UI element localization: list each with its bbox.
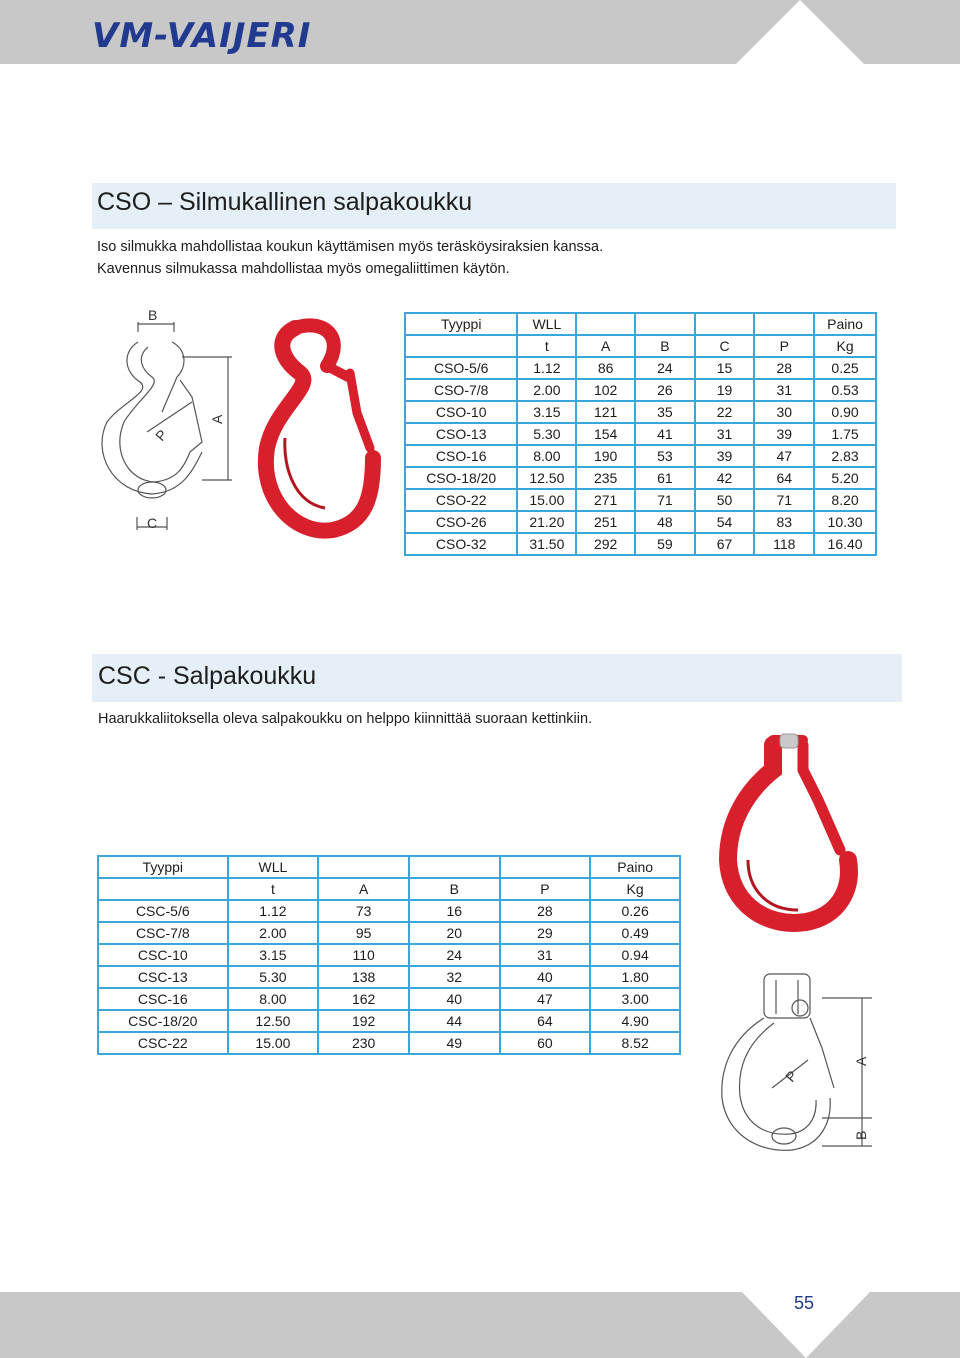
cso-hook-photo [255,318,390,548]
table-cell: 41 [635,423,695,445]
table-cell: CSC-16 [98,988,228,1010]
page-number: 55 [794,1293,815,1313]
cso-header-row-2 [405,335,876,357]
cso-label-b: B [148,307,158,323]
table-cell: 1.12 [228,900,319,922]
table-cell: 8.00 [517,445,576,467]
table-cell: 12.50 [228,1010,319,1032]
table-cell: 15 [695,357,755,379]
table-cell: 8.20 [814,489,876,511]
table-cell: CSC-7/8 [98,922,228,944]
table-row [98,988,680,1010]
table-row [405,445,876,467]
table-row [405,489,876,511]
table-cell: 47 [500,988,591,1010]
cso-table [404,312,877,556]
table-cell: CSC-5/6 [98,900,228,922]
table-cell: 16.40 [814,533,876,555]
table-cell: 31 [695,423,755,445]
table-row [98,944,680,966]
table-cell: 0.49 [590,922,680,944]
table-row [405,467,876,489]
table-cell: 2.83 [814,445,876,467]
table-cell: CSO-7/8 [405,379,517,401]
cso-label-p: P [152,426,171,444]
table-cell: Paino [590,856,680,878]
table-cell: 110 [318,944,409,966]
csc-label-b: B [853,1130,869,1140]
table-cell: 121 [576,401,635,423]
cso-header-row-1 [405,313,876,335]
table-row [98,1032,680,1054]
table-cell: CSO-5/6 [405,357,517,379]
table-cell: 16 [409,900,500,922]
csc-header-row-2 [98,878,680,900]
table-cell: 3.15 [228,944,319,966]
table-cell: A [318,878,409,900]
table-cell: CSC-13 [98,966,228,988]
table-cell: 24 [409,944,500,966]
table-cell: 39 [695,445,755,467]
table-cell [405,335,517,357]
table-cell: 42 [695,467,755,489]
table-cell: B [409,878,500,900]
table-cell: 19 [695,379,755,401]
table-cell: 15.00 [517,489,576,511]
table-cell: 1.75 [814,423,876,445]
csc-hook-drawing [712,968,882,1158]
table-cell: 35 [635,401,695,423]
table-cell: 53 [635,445,695,467]
table-cell: 22 [695,401,755,423]
table-cell: 154 [576,423,635,445]
csc-hook-photo [718,730,868,935]
table-cell [576,313,635,335]
table-cell: 5.30 [517,423,576,445]
table-cell: CSO-13 [405,423,517,445]
table-cell: P [754,335,814,357]
header-notch [736,0,864,64]
table-cell: 49 [409,1032,500,1054]
table-cell: CSO-10 [405,401,517,423]
table-cell: 31.50 [517,533,576,555]
table-cell: 0.25 [814,357,876,379]
table-cell: CSO-26 [405,511,517,533]
table-cell: CSO-32 [405,533,517,555]
table-cell: P [500,878,591,900]
table-cell: 0.90 [814,401,876,423]
table-cell: Kg [814,335,876,357]
table-cell: 2.00 [517,379,576,401]
table-cell: 230 [318,1032,409,1054]
table-cell [318,856,409,878]
table-cell: CSC-18/20 [98,1010,228,1032]
table-cell: 0.53 [814,379,876,401]
table-cell: 2.00 [228,922,319,944]
company-logo: VM-VAIJERI [92,16,312,56]
table-cell: 162 [318,988,409,1010]
table-cell: CSC-22 [98,1032,228,1054]
table-cell: 1.80 [590,966,680,988]
table-cell: 271 [576,489,635,511]
cso-title: CSO – Silmukallinen salpakoukku [97,188,473,216]
table-row [98,966,680,988]
table-cell: 1.12 [517,357,576,379]
table-cell: 102 [576,379,635,401]
table-cell: 138 [318,966,409,988]
table-cell: 59 [635,533,695,555]
table-cell: 5.20 [814,467,876,489]
table-cell: Tyyppi [405,313,517,335]
table-cell: Paino [814,313,876,335]
table-cell: 40 [500,966,591,988]
table-cell: 39 [754,423,814,445]
table-cell: Kg [590,878,680,900]
table-cell: 47 [754,445,814,467]
table-cell: t [517,335,576,357]
table-cell: 95 [318,922,409,944]
table-cell: 5.30 [228,966,319,988]
table-cell: 48 [635,511,695,533]
table-row [98,922,680,944]
table-cell: CSO-22 [405,489,517,511]
table-cell: 30 [754,401,814,423]
table-cell: 118 [754,533,814,555]
cso-label-c: C [147,515,158,531]
table-cell: 190 [576,445,635,467]
table-cell: 192 [318,1010,409,1032]
table-cell: 40 [409,988,500,1010]
table-cell: 3.15 [517,401,576,423]
table-cell: C [695,335,755,357]
table-cell: 29 [500,922,591,944]
table-cell [98,878,228,900]
table-cell: 15.00 [228,1032,319,1054]
table-cell: 24 [635,357,695,379]
table-cell: 28 [500,900,591,922]
table-row [405,379,876,401]
csc-description: Haarukkaliitoksella oleva salpakoukku on helppo kiinnittää suoraan kettinkiin. [98,711,593,727]
cso-section-header [92,183,896,229]
table-cell: 54 [695,511,755,533]
table-cell: B [635,335,695,357]
table-cell: 32 [409,966,500,988]
table-row [405,423,876,445]
table-row [98,1010,680,1032]
table-cell: 251 [576,511,635,533]
table-cell: WLL [228,856,319,878]
csc-label-p: P [782,1067,801,1085]
table-cell: 71 [754,489,814,511]
table-cell: CSO-16 [405,445,517,467]
cso-hook-drawing [92,302,242,542]
table-cell: 64 [500,1010,591,1032]
cso-description [97,236,603,280]
table-cell: 64 [754,467,814,489]
table-cell: 67 [695,533,755,555]
table-row [405,511,876,533]
table-cell: 71 [635,489,695,511]
table-cell: 86 [576,357,635,379]
cso-description-line-1: Iso silmukka mahdollistaa koukun käyttämisen myös teräsköysiraksien kanssa. [97,239,604,255]
csc-header-row-1 [98,856,680,878]
table-cell: 28 [754,357,814,379]
table-cell: 8.00 [228,988,319,1010]
table-cell: 50 [695,489,755,511]
table-cell: 12.50 [517,467,576,489]
table-cell: 0.94 [590,944,680,966]
table-cell: 235 [576,467,635,489]
table-cell: 44 [409,1010,500,1032]
table-cell: 10.30 [814,511,876,533]
table-cell: t [228,878,319,900]
csc-label-a: A [853,1056,869,1066]
table-cell: 0.26 [590,900,680,922]
table-cell: CSO-18/20 [405,467,517,489]
footer-band [0,1292,960,1358]
table-cell [754,313,814,335]
table-cell: 83 [754,511,814,533]
table-cell: 31 [500,944,591,966]
table-cell: Tyyppi [98,856,228,878]
table-row [405,533,876,555]
table-cell: 26 [635,379,695,401]
table-cell: 292 [576,533,635,555]
table-cell [409,856,500,878]
table-cell [695,313,755,335]
table-cell: 31 [754,379,814,401]
csc-title: CSC - Salpakoukku [98,662,317,690]
csc-section-header [92,654,902,702]
csc-table [97,855,681,1055]
table-cell: 4.90 [590,1010,680,1032]
table-cell [635,313,695,335]
table-cell: 20 [409,922,500,944]
table-cell: 73 [318,900,409,922]
table-cell [500,856,591,878]
cso-label-a: A [209,414,225,424]
table-cell: 21.20 [517,511,576,533]
table-cell: 3.00 [590,988,680,1010]
table-cell: CSC-10 [98,944,228,966]
table-cell: 60 [500,1032,591,1054]
table-row [98,900,680,922]
cso-description-line-2: Kavennus silmukassa mahdollistaa myös omegaliittimen käytön. [97,261,510,277]
table-cell: WLL [517,313,576,335]
table-cell: 8.52 [590,1032,680,1054]
table-cell: A [576,335,635,357]
table-row [405,357,876,379]
table-cell: 61 [635,467,695,489]
table-row [405,401,876,423]
